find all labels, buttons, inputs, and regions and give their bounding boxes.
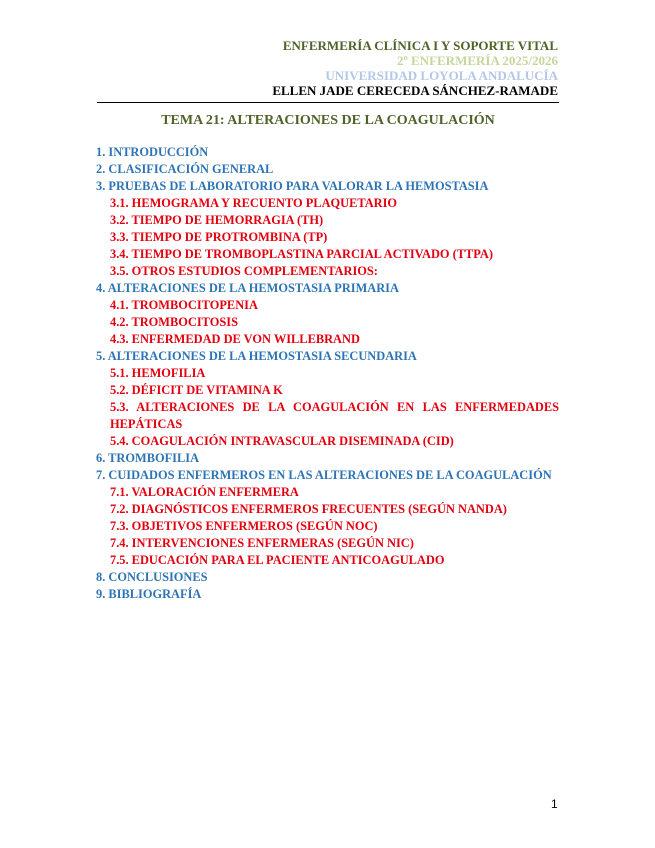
page-title: TEMA 21: ALTERACIONES DE LA COAGULACIÓN (161, 113, 495, 128)
toc-item-5-4[interactable]: 5.4. COAGULACIÓN INTRAVASCULAR DISEMINADA (CID) (110, 434, 454, 448)
course-name: ENFERMERÍA CLÍNICA I Y SOPORTE VITAL (282, 38, 558, 53)
academic-year: 2º ENFERMERÍA 2025/2026 (396, 53, 558, 68)
toc-item-7-2[interactable]: 7.2. DIAGNÓSTICOS ENFERMEROS FRECUENTES (SEGÚN NANDA) (110, 502, 507, 516)
toc-item-8[interactable]: 8. CONCLUSIONES (96, 570, 208, 584)
toc-item-5-3[interactable]: 5.3. ALTERACIONES DE LA COAGULACIÓN EN LAS ENFERMEDADES HEPÁTICAS (110, 400, 559, 431)
page-number: 1 (551, 797, 558, 811)
toc-item-9[interactable]: 9. BIBLIOGRAFÍA (96, 587, 202, 601)
toc-item-4[interactable]: 4. ALTERACIONES DE LA HEMOSTASIA PRIMARIA (96, 281, 399, 295)
toc-item-1[interactable]: 1. INTRODUCCIÓN (96, 145, 209, 159)
toc-item-5-2[interactable]: 5.2. DÉFICIT DE VITAMINA K (110, 383, 283, 397)
document-header (272, 38, 558, 98)
toc-item-7-3[interactable]: 7.3. OBJETIVOS ENFERMEROS (SEGÚN NOC) (110, 519, 378, 533)
header-divider (97, 102, 559, 103)
university-name: UNIVERSIDAD LOYOLA ANDALUCÍA (325, 68, 558, 83)
toc-item-6[interactable]: 6. TROMBOFILIA (96, 451, 200, 465)
toc-item-3-2[interactable]: 3.2. TIEMPO DE HEMORRAGIA (TH) (110, 213, 324, 227)
toc-item-4-1[interactable]: 4.1. TROMBOCITOPENIA (110, 298, 258, 312)
toc-item-7[interactable]: 7. CUIDADOS ENFERMEROS EN LAS ALTERACIONES DE LA COAGULACIÓN (96, 468, 552, 482)
toc-item-2[interactable]: 2. CLASIFICACIÓN GENERAL (96, 162, 274, 176)
toc-item-3-5[interactable]: 3.5. OTROS ESTUDIOS COMPLEMENTARIOS: (110, 264, 378, 278)
toc-item-7-1[interactable]: 7.1. VALORACIÓN ENFERMERA (110, 485, 299, 499)
toc-item-7-5[interactable]: 7.5. EDUCACIÓN PARA EL PACIENTE ANTICOAGULADO (110, 553, 445, 567)
table-of-contents (96, 144, 559, 603)
toc-item-4-3[interactable]: 4.3. ENFERMEDAD DE VON WILLEBRAND (110, 332, 360, 346)
toc-item-3[interactable]: 3. PRUEBAS DE LABORATORIO PARA VALORAR LA HEMOSTASIA (96, 179, 489, 193)
toc-item-7-4[interactable]: 7.4. INTERVENCIONES ENFERMERAS (SEGÚN NIC) (110, 536, 414, 550)
toc-item-3-1[interactable]: 3.1. HEMOGRAMA Y RECUENTO PLAQUETARIO (110, 196, 398, 210)
toc-item-5-1[interactable]: 5.1. HEMOFILIA (110, 366, 206, 380)
toc-item-3-4[interactable]: 3.4. TIEMPO DE TROMBOPLASTINA PARCIAL ACTIVADO (TTPA) (110, 247, 494, 261)
toc-item-5[interactable]: 5. ALTERACIONES DE LA HEMOSTASIA SECUNDARIA (96, 349, 417, 363)
toc-item-3-3[interactable]: 3.3. TIEMPO DE PROTROMBINA (TP) (110, 230, 328, 244)
toc-item-4-2[interactable]: 4.2. TROMBOCITOSIS (110, 315, 238, 329)
author-name: ELLEN JADE CERECEDA SÁNCHEZ-RAMADE (272, 83, 558, 98)
